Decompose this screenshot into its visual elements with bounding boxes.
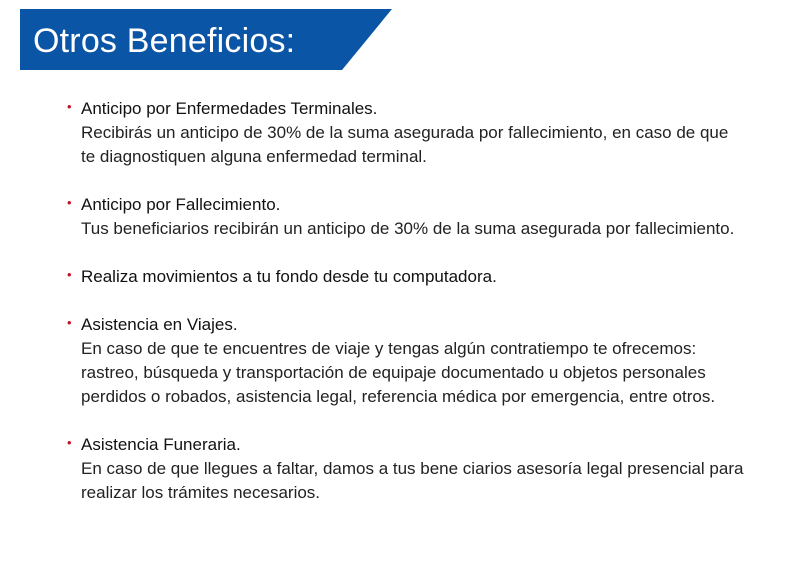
benefit-item — [67, 97, 747, 169]
benefit-description: Tus beneficiarios recibirán un anticipo de 30% de la suma asegurada por fallecimiento. — [81, 219, 735, 238]
bullet-icon: • — [67, 99, 72, 114]
benefit-item — [67, 433, 747, 505]
benefit-description: En caso de que llegues a faltar, damos a tus bene ciarios asesoría legal presencial para realizar los trámites necesarios. — [81, 459, 744, 502]
benefit-title: Anticipo por Fallecimiento. — [81, 195, 281, 214]
bullet-icon: • — [67, 435, 72, 450]
benefit-item — [67, 265, 747, 289]
bullet-icon: • — [67, 195, 72, 210]
benefit-description: En caso de que te encuentres de viaje y tengas algún contratiempo te ofrecemos: rastreo, búsqueda y transportación de equipaje documentado u objetos personales perdidos o robados, asistencia legal, referencia médica por emergencia, entre otros. — [81, 339, 716, 406]
bullet-icon: • — [67, 267, 72, 282]
benefit-description: Recibirás un anticipo de 30% de la suma asegurada por fallecimiento, en caso de que te diagnostiquen alguna enfermedad terminal. — [81, 123, 729, 166]
benefit-title: Asistencia en Viajes. — [81, 315, 238, 334]
benefit-title: Asistencia Funeraria. — [81, 435, 241, 454]
bullet-icon: • — [67, 315, 72, 330]
benefit-item — [67, 313, 747, 409]
header-banner — [20, 9, 392, 70]
benefit-title: Anticipo por Enfermedades Terminales. — [81, 99, 378, 118]
page-title: Otros Beneficios: — [33, 22, 296, 60]
benefit-list — [67, 97, 747, 529]
benefit-title: Realiza movimientos a tu fondo desde tu computadora. — [81, 267, 497, 286]
benefit-item — [67, 193, 747, 241]
